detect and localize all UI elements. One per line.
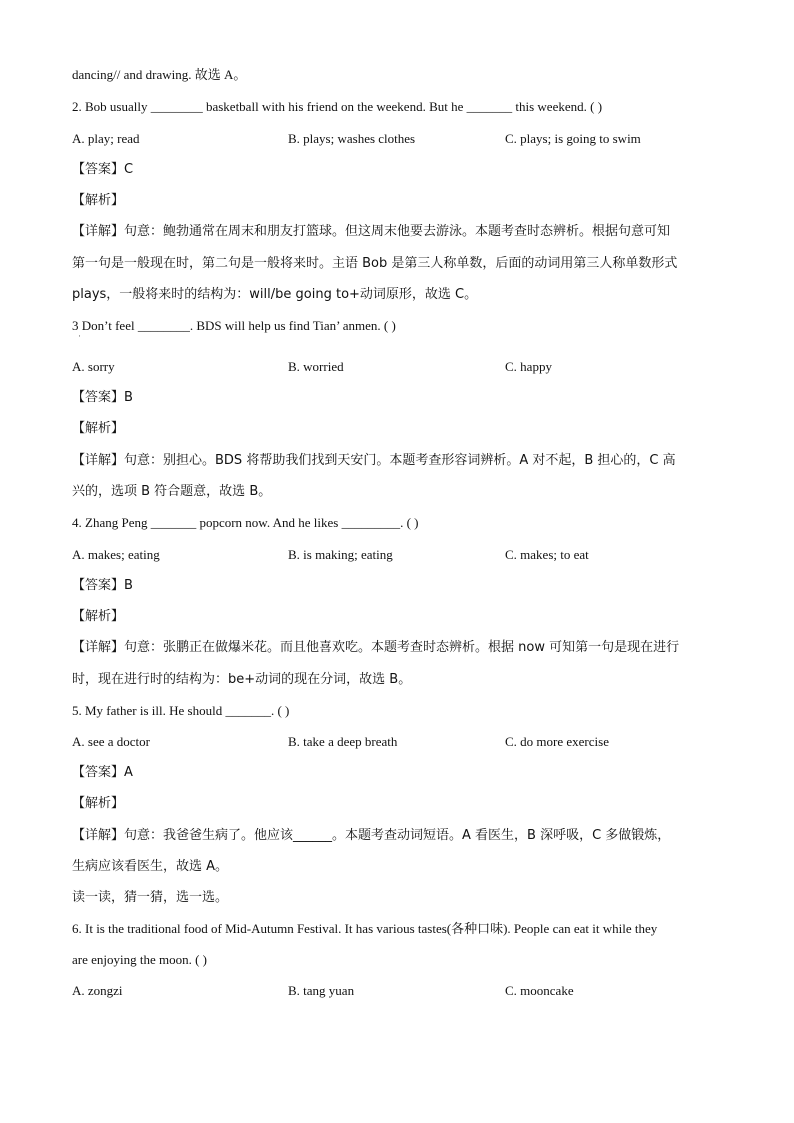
question-6-options	[72, 982, 732, 1000]
question-6-continued: are enjoying the moon. ( )	[72, 952, 208, 967]
option-c: C. plays; is going to swim	[505, 131, 641, 146]
option-b: B. worried	[288, 359, 344, 374]
analysis-label: 【解析】	[72, 193, 125, 208]
option-c: C. mooncake	[505, 983, 574, 998]
question-3-options	[72, 358, 732, 376]
option-b: B. take a deep breath	[288, 734, 398, 749]
option-c: C. happy	[505, 359, 552, 374]
question-5: 5. My father is ill. He should _______. ( )	[72, 703, 290, 718]
answer-label: 【答案】A	[72, 765, 133, 780]
question-6: 6. It is the traditional food of Mid-Autumn Festival. It has various tastes(各种口味). People can eat it while they	[72, 921, 658, 936]
detail-explanation: plays，一般将来时的结构为：will/be going to+动词原形，故选 C。	[72, 287, 478, 302]
section-instruction: 读一读，猜一猜，选一选。	[72, 890, 229, 905]
detail-explanation: 【详解】句意：鲍勃通常在周末和朋友打篮球。但这周末他要去游泳。本题考查时态辨析。根据句意可知	[72, 224, 671, 239]
detail-explanation: 兴的，选项 B 符合题意，故选 B。	[72, 484, 272, 499]
analysis-label: 【解析】	[72, 609, 125, 624]
answer-tail-line: dancing// and drawing. 故选 A。	[72, 67, 247, 82]
question-4-options	[72, 546, 732, 564]
detail-explanation: 时，现在进行时的结构为：be+动词的现在分词，故选 B。	[72, 672, 412, 687]
question-2-options	[72, 130, 732, 148]
option-a: A. zongzi	[72, 983, 123, 998]
detail-explanation: 【详解】句意：我爸爸生病了。他应该______。本题考查动词短语。A 看医生，B 深呼吸，C 多做锻炼，	[72, 828, 671, 843]
detail-explanation: 第一句是一般现在时，第二句是一般将来时。主语 Bob 是第三人称单数，后面的动词用第三人称单数形式	[72, 256, 678, 271]
option-b: B. is making; eating	[288, 547, 393, 562]
question-5-options	[72, 733, 732, 751]
option-b: B. plays; washes clothes	[288, 131, 416, 146]
question-2: 2. Bob usually ________ basketball with his friend on the weekend. But he _______ this weekend. ( )	[72, 99, 603, 114]
analysis-label: 【解析】	[72, 796, 125, 811]
detail-explanation: 【详解】句意：张鹏正在做爆米花。而且他喜欢吃。本题考查时态辨析。根据 now 可知第一句是现在进行	[72, 640, 680, 655]
option-a: A. makes; eating	[72, 547, 160, 562]
option-b: B. tang yuan	[288, 983, 355, 998]
option-a: A. play; read	[72, 131, 140, 146]
detail-explanation: 【详解】句意：别担心。BDS 将帮助我们找到天安门。本题考查形容词辨析。A 对不起，B 担心的，C 高	[72, 453, 676, 468]
answer-label: 【答案】B	[72, 390, 133, 405]
detail-explanation: 生病应该看医生，故选 A。	[72, 859, 229, 874]
option-a: A. sorry	[72, 359, 115, 374]
question-3: 3 Don’t feel ________. BDS will help us find Tian’ anmen. ( )	[72, 318, 396, 333]
stray-dot-mark: ·	[78, 331, 81, 341]
answer-label: 【答案】B	[72, 578, 133, 593]
analysis-label: 【解析】	[72, 421, 125, 436]
option-a: A. see a doctor	[72, 734, 150, 749]
question-4: 4. Zhang Peng _______ popcorn now. And he likes _________. ( )	[72, 515, 419, 530]
option-c: C. do more exercise	[505, 734, 609, 749]
answer-label: 【答案】C	[72, 162, 134, 177]
option-c: C. makes; to eat	[505, 547, 589, 562]
